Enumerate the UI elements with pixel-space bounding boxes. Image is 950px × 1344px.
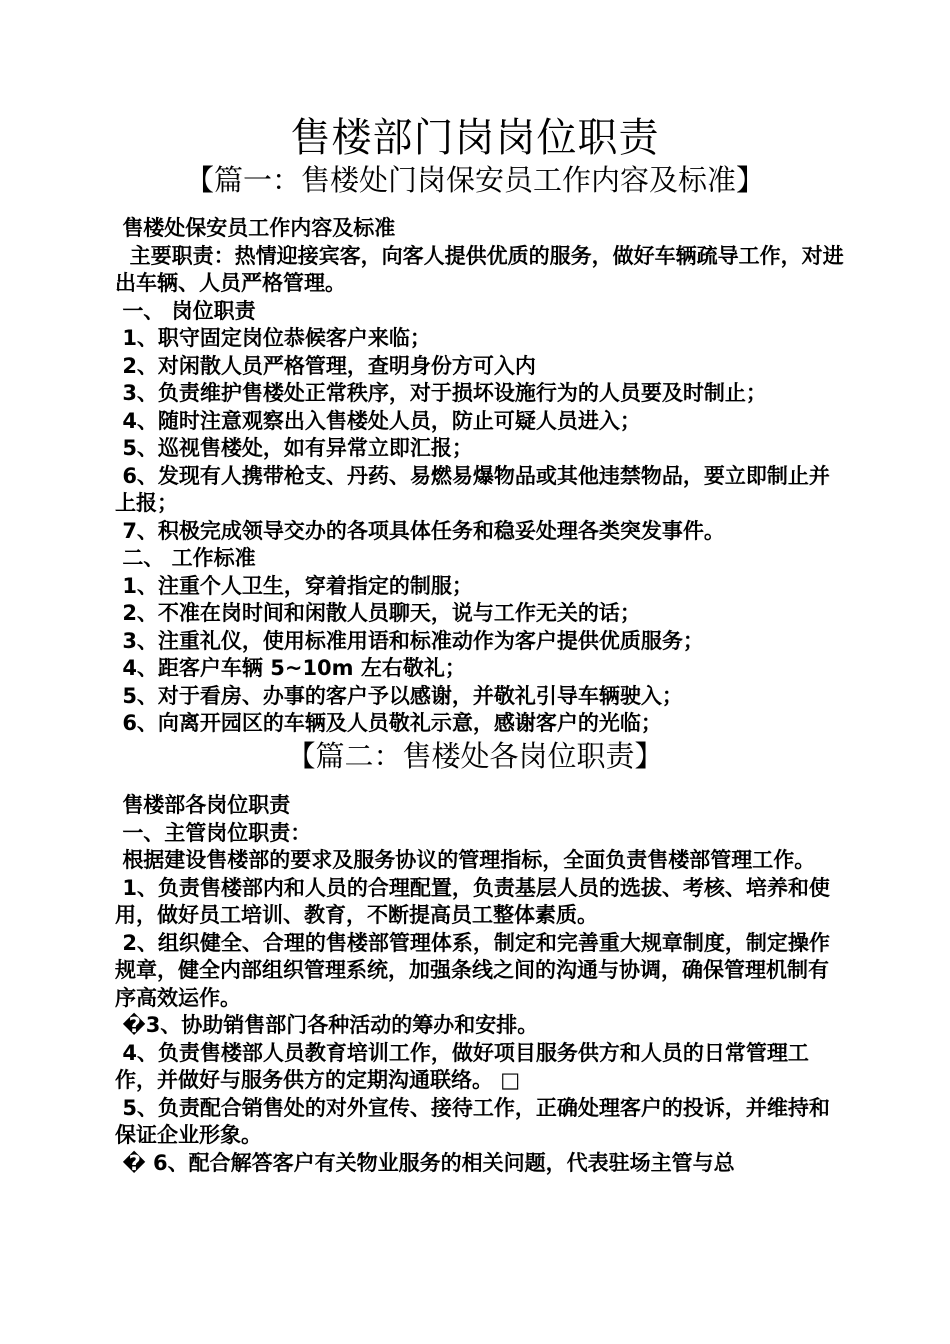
document-title: 售楼部门岗岗位职责 (290, 115, 660, 161)
paragraph: 4、距客户车辆 5~10m 左右敬礼； (115, 656, 466, 680)
paragraph: 5、巡视售楼处，如有异常立即汇报； (115, 436, 473, 460)
paragraph: 2、对闲散人员严格管理，查明身份方可入内 (115, 353, 536, 378)
paragraph: 5、对于看房、办事的客户予以感谢，并敬礼引导车辆驶入； (115, 683, 683, 708)
paragraph: � 6、配合解答客户有关物业服务的相关问题，代表驻场主管与总 (115, 1150, 735, 1175)
paragraph: 主要职责：热情迎接宾客，向客人提供优质的服务，做好车辆疏导工作，对进出车辆、人员严格管理。 (115, 243, 844, 295)
part1-body (115, 215, 845, 738)
paragraph: 售楼处保安员工作内容及标准 (115, 216, 396, 240)
paragraph: 3、注重礼仪，使用标准用语和标准动作为客户提供优质服务； (115, 628, 704, 653)
paragraph: 一、 岗位职责 (115, 298, 256, 323)
paragraph: 5、负责配合销售处的对外宣传、接待工作，正确处理客户的投诉，并维持和保证企业形象。 (115, 1095, 830, 1147)
paragraph: 4、随时注意观察出入售楼处人员，防止可疑人员进入； (115, 408, 641, 433)
paragraph: 根据建设售楼部的要求及服务协议的管理指标，全面负责售楼部管理工作。 (115, 848, 816, 872)
paragraph: 6、向离开园区的车辆及人员敬礼示意，感谢客户的光临； (115, 711, 662, 735)
section-heading-part1: 【篇一：售楼处门岗保安员工作内容及标准】 (184, 163, 765, 197)
paragraph: 2、不准在岗时间和闲散人员聊天，说与工作无关的话； (115, 601, 641, 625)
paragraph: 二、 工作标准 (115, 546, 256, 570)
paragraph: 售楼部各岗位职责 (115, 793, 291, 817)
section-heading-part2: 【篇二：售楼处各岗位职责】 (286, 739, 664, 773)
paragraph: 4、负责售楼部人员教育培训工作，做好项目服务供方和人员的日常管理工作，并做好与服务供方的定期沟通联络。 □ (115, 1040, 809, 1092)
paragraph: 2、组织健全、合理的售楼部管理体系，制定和完善重大规章制度，制定操作规章，健全内部组织管理系统，加强条线之间的沟通与协调，确保管理机制有序高效运作。 (115, 930, 830, 1010)
paragraph: 1、注重个人卫生，穿着指定的制服； (115, 573, 473, 598)
paragraph: 7、积极完成领导交办的各项具体任务和稳妥处理各类突发事件。 (115, 518, 725, 543)
paragraph: 1、负责售楼部内和人员的合理配置，负责基层人员的选拔、考核、培养和使用，做好员工培训、教育，不断提高员工整体素质。 (115, 875, 830, 927)
paragraph: 3、负责维护售楼处正常秩序，对于损坏设施行为的人员要及时制止； (115, 381, 767, 405)
paragraph: 1、职守固定岗位恭候客户来临； (115, 326, 431, 350)
paragraph: 6、发现有人携带枪支、丹药、易燃易爆物品或其他违禁物品，要立即制止并上报； (115, 463, 830, 515)
paragraph: 一、主管岗位职责： (115, 820, 312, 845)
part2-body (115, 792, 845, 1177)
paragraph: �3、协助销售部门各种活动的筹办和安排。 (115, 1013, 539, 1037)
